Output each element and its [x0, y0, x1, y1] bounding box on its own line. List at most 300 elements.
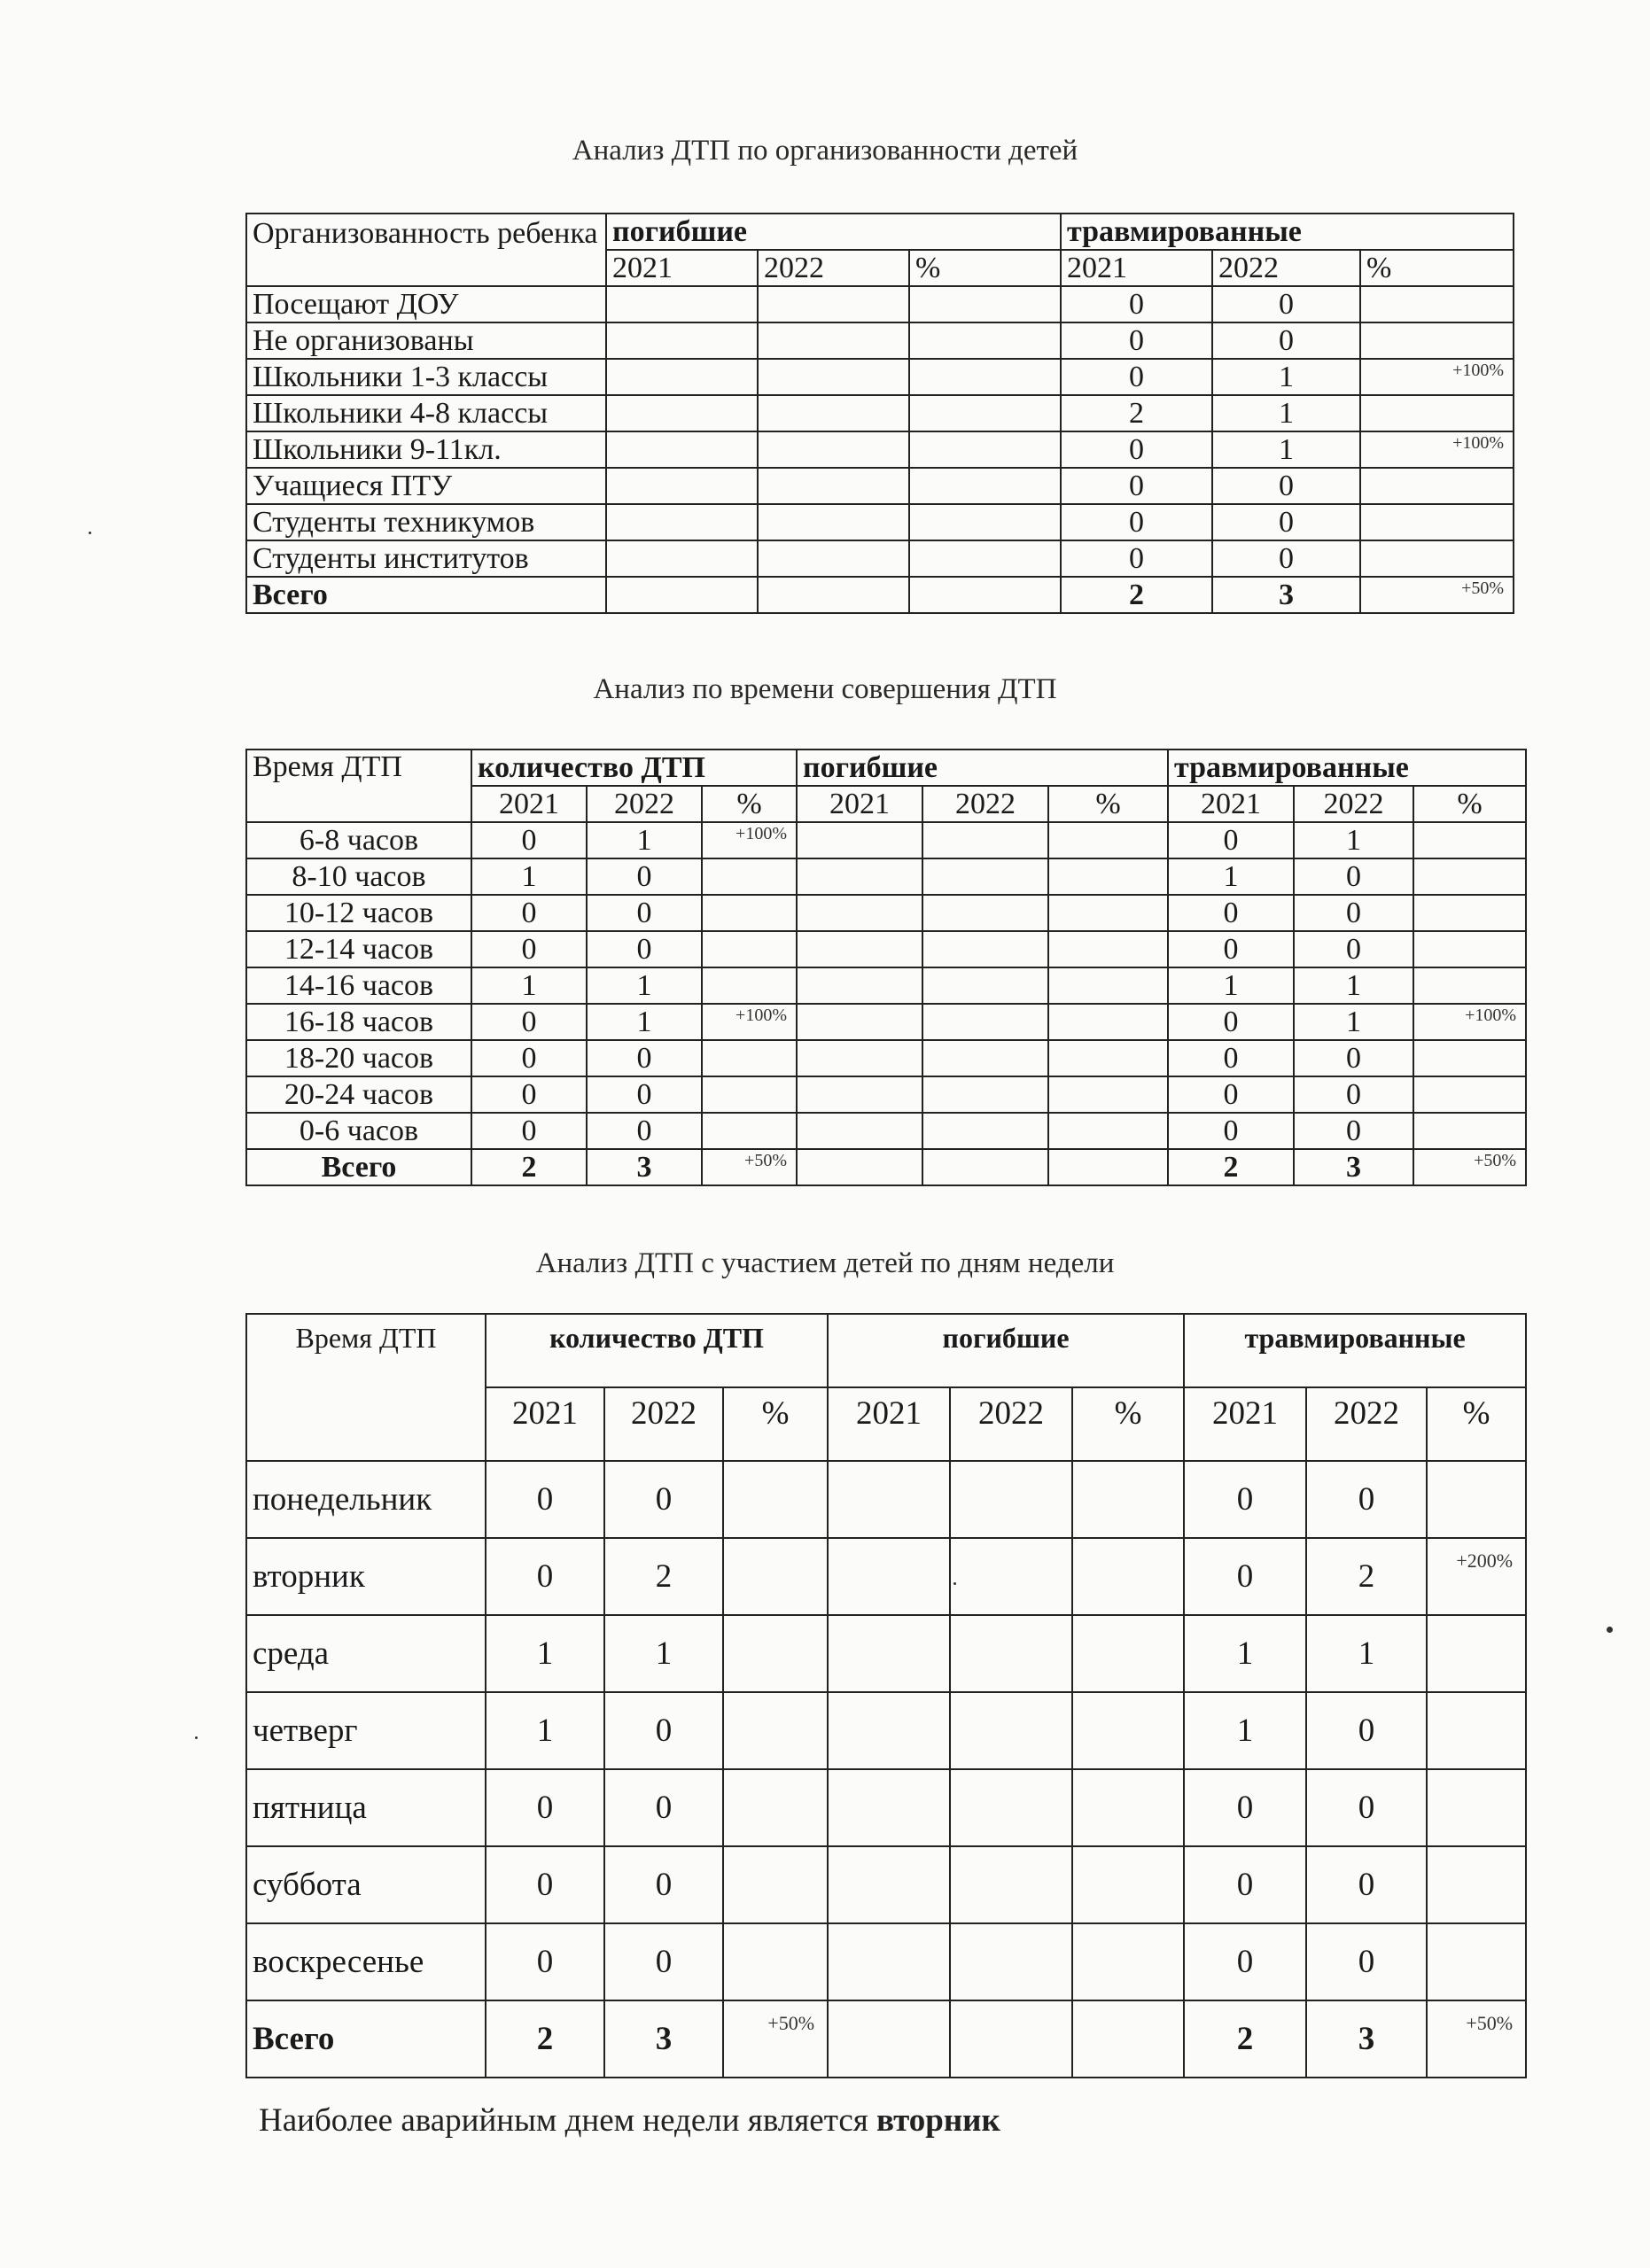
value-cell: 0: [486, 1769, 604, 1846]
percent-cell: [1427, 1538, 1526, 1615]
row-label: воскресенье: [246, 1923, 486, 2000]
table1-title: Анализ ДТП по организованности детей: [572, 135, 1078, 167]
percent-cell: [1072, 1538, 1184, 1615]
value-cell: 0: [1168, 1004, 1294, 1040]
percent-cell: [1427, 1769, 1526, 1846]
value-cell: [758, 322, 909, 359]
percent-note: +50%: [767, 2012, 815, 2034]
year-2021: 2021: [1061, 250, 1212, 286]
table2-col-label: Время ДТП: [246, 750, 471, 822]
year-2022: 2022: [1212, 250, 1360, 286]
value-cell: [797, 1040, 922, 1076]
table-row: [246, 895, 1526, 931]
scan-speck: [89, 532, 91, 534]
value-cell: [828, 1692, 950, 1769]
percent-cell: [1072, 1692, 1184, 1769]
percent-cell: [909, 504, 1061, 540]
year-2022: 2022: [587, 786, 702, 822]
value-cell: 0: [471, 895, 587, 931]
percent-cell: [1360, 504, 1514, 540]
table2-header-groups: [246, 750, 1526, 786]
value-cell: 3: [587, 1149, 702, 1185]
value-cell: 2: [1168, 1149, 1294, 1185]
value-cell: [950, 2000, 1072, 2078]
table3-header-groups: [246, 1314, 1526, 1387]
value-cell: [922, 822, 1048, 858]
percent-cell: [723, 1538, 828, 1615]
total-row: [246, 1149, 1526, 1185]
value-cell: 0: [587, 858, 702, 895]
row-label: Всего: [246, 577, 606, 613]
value-cell: 0: [1061, 286, 1212, 322]
percent-cell: [1360, 540, 1514, 577]
value-cell: [758, 286, 909, 322]
value-cell: 0: [587, 895, 702, 931]
value-cell: [950, 1538, 1072, 1615]
percent-note: +100%: [735, 1006, 787, 1025]
year-2022: 2022: [1306, 1387, 1427, 1461]
percent-cell: [1048, 895, 1168, 931]
percent-cell: [909, 286, 1061, 322]
row-label: 14-16 часов: [246, 967, 471, 1004]
row-label: суббота: [246, 1846, 486, 1923]
value-cell: 0: [471, 1076, 587, 1113]
percent-cell: [1413, 1040, 1526, 1076]
percent-header: %: [723, 1387, 828, 1461]
value-cell: [797, 1113, 922, 1149]
percent-cell: [702, 1076, 797, 1113]
value-cell: [758, 431, 909, 468]
value-cell: 0: [1212, 540, 1360, 577]
value-cell: 1: [604, 1615, 723, 1692]
percent-header: %: [1427, 1387, 1526, 1461]
value-cell: 0: [1061, 468, 1212, 504]
percent-cell: [1360, 395, 1514, 431]
row-label: Студенты институтов: [246, 540, 606, 577]
percent-cell: [723, 1769, 828, 1846]
year-2021: 2021: [1184, 1387, 1306, 1461]
percent-note: +100%: [1465, 1006, 1517, 1025]
row-label: 6-8 часов: [246, 822, 471, 858]
value-cell: [606, 540, 758, 577]
scan-speck: [195, 1736, 198, 1739]
value-cell: 0: [1184, 1846, 1306, 1923]
value-cell: 0: [1294, 858, 1413, 895]
value-cell: [828, 1615, 950, 1692]
value-cell: [606, 322, 758, 359]
table-row: [246, 1076, 1526, 1113]
value-cell: 0: [1294, 1040, 1413, 1076]
percent-cell: [1048, 858, 1168, 895]
percent-cell: [1360, 468, 1514, 504]
row-label: Не организованы: [246, 322, 606, 359]
row-label: четверг: [246, 1692, 486, 1769]
row-label: Школьники 4-8 классы: [246, 395, 606, 431]
percent-note: +50%: [1474, 1151, 1517, 1170]
value-cell: 0: [587, 1076, 702, 1113]
table1-body: [246, 286, 1514, 577]
value-cell: 1: [486, 1615, 604, 1692]
table2-group-injured: травмированные: [1168, 750, 1526, 786]
percent-cell: [1413, 1076, 1526, 1113]
percent-cell: [1360, 431, 1514, 468]
table-row: [246, 431, 1514, 468]
year-2021: 2021: [486, 1387, 604, 1461]
value-cell: [797, 1149, 922, 1185]
percent-cell: [909, 468, 1061, 504]
value-cell: [922, 1149, 1048, 1185]
value-cell: 0: [1306, 1846, 1427, 1923]
value-cell: 2: [486, 2000, 604, 2078]
percent-cell: [1048, 1076, 1168, 1113]
value-cell: [922, 858, 1048, 895]
value-cell: 0: [1061, 540, 1212, 577]
table-row: [246, 468, 1514, 504]
value-cell: [797, 1004, 922, 1040]
percent-cell: [1072, 1461, 1184, 1538]
table1-group-injured: травмированные: [1061, 214, 1514, 250]
percent-cell: [1360, 322, 1514, 359]
value-cell: 0: [604, 1923, 723, 2000]
value-cell: 0: [1294, 1113, 1413, 1149]
table3-group-deaths: погибшие: [828, 1314, 1184, 1387]
value-cell: [828, 2000, 950, 2078]
value-cell: 0: [1168, 1040, 1294, 1076]
row-label: вторник: [246, 1538, 486, 1615]
year-2021: 2021: [797, 786, 922, 822]
value-cell: 0: [1061, 431, 1212, 468]
percent-cell: [1048, 1004, 1168, 1040]
row-label: среда: [246, 1615, 486, 1692]
table-row: [246, 322, 1514, 359]
value-cell: 0: [1168, 1113, 1294, 1149]
value-cell: 0: [604, 1769, 723, 1846]
value-cell: 1: [1306, 1615, 1427, 1692]
value-cell: 1: [1294, 822, 1413, 858]
percent-cell: [1072, 1923, 1184, 2000]
value-cell: 1: [1212, 359, 1360, 395]
table-row: [246, 1923, 1526, 2000]
value-cell: [950, 1846, 1072, 1923]
row-label: 12-14 часов: [246, 931, 471, 967]
row-label: Студенты техникумов: [246, 504, 606, 540]
row-label: Учащиеся ПТУ: [246, 468, 606, 504]
table2-group-count: количество ДТП: [471, 750, 797, 786]
value-cell: [606, 395, 758, 431]
table-row: [246, 504, 1514, 540]
row-label: Посещают ДОУ: [246, 286, 606, 322]
value-cell: 0: [471, 1004, 587, 1040]
value-cell: 0: [604, 1461, 723, 1538]
percent-cell: [1427, 1923, 1526, 2000]
scan-speck: [953, 1582, 956, 1585]
percent-header: %: [702, 786, 797, 822]
percent-cell: [1413, 858, 1526, 895]
value-cell: 2: [1061, 395, 1212, 431]
percent-cell: [909, 359, 1061, 395]
percent-cell: [1427, 2000, 1526, 2078]
value-cell: 1: [1294, 967, 1413, 1004]
table-row: [246, 395, 1514, 431]
row-label: пятница: [246, 1769, 486, 1846]
year-2021: 2021: [828, 1387, 950, 1461]
year-2022: 2022: [950, 1387, 1072, 1461]
value-cell: 2: [1061, 577, 1212, 613]
table-row: [246, 1769, 1526, 1846]
year-2022: 2022: [604, 1387, 723, 1461]
year-2021: 2021: [471, 786, 587, 822]
percent-note: +100%: [735, 824, 787, 843]
value-cell: [950, 1615, 1072, 1692]
value-cell: 3: [1212, 577, 1360, 613]
value-cell: 0: [486, 1461, 604, 1538]
value-cell: 1: [1168, 858, 1294, 895]
total-row: [246, 2000, 1526, 2078]
table-row: [246, 1040, 1526, 1076]
value-cell: 0: [1061, 322, 1212, 359]
percent-header: %: [1072, 1387, 1184, 1461]
value-cell: 0: [471, 1040, 587, 1076]
row-label: Всего: [246, 2000, 486, 2078]
table-row: [246, 967, 1526, 1004]
row-label: 0-6 часов: [246, 1113, 471, 1149]
value-cell: [950, 1923, 1072, 2000]
percent-cell: [723, 1461, 828, 1538]
percent-cell: [1072, 1615, 1184, 1692]
year-2021: 2021: [606, 250, 758, 286]
table3-col-label: Время ДТП: [246, 1314, 486, 1461]
value-cell: [758, 540, 909, 577]
value-cell: [758, 359, 909, 395]
value-cell: [606, 286, 758, 322]
value-cell: 0: [1184, 1461, 1306, 1538]
percent-cell: [702, 822, 797, 858]
value-cell: 0: [1212, 468, 1360, 504]
row-label: Школьники 1-3 классы: [246, 359, 606, 395]
value-cell: [922, 1113, 1048, 1149]
value-cell: 3: [604, 2000, 723, 2078]
table-row: [246, 359, 1514, 395]
row-label: 16-18 часов: [246, 1004, 471, 1040]
value-cell: [797, 967, 922, 1004]
percent-cell: [723, 1692, 828, 1769]
percent-header: %: [1360, 250, 1514, 286]
value-cell: [797, 858, 922, 895]
table1-header-groups: [246, 214, 1514, 250]
percent-cell: [723, 1615, 828, 1692]
percent-cell: [1048, 1149, 1168, 1185]
percent-cell: [1048, 822, 1168, 858]
value-cell: 0: [1212, 286, 1360, 322]
percent-header: %: [1413, 786, 1526, 822]
row-label: Всего: [246, 1149, 471, 1185]
value-cell: 2: [604, 1538, 723, 1615]
value-cell: 1: [1212, 431, 1360, 468]
value-cell: 0: [1168, 1076, 1294, 1113]
value-cell: [606, 431, 758, 468]
percent-cell: [1413, 931, 1526, 967]
percent-cell: [1413, 1113, 1526, 1149]
value-cell: 0: [1294, 895, 1413, 931]
value-cell: 0: [1306, 1923, 1427, 2000]
table-row: [246, 1461, 1526, 1538]
value-cell: [797, 1076, 922, 1113]
value-cell: [758, 504, 909, 540]
percent-cell: [1427, 1615, 1526, 1692]
value-cell: [922, 895, 1048, 931]
value-cell: 1: [1184, 1615, 1306, 1692]
year-2022: 2022: [758, 250, 909, 286]
value-cell: 0: [1294, 1076, 1413, 1113]
table2-group-deaths: погибшие: [797, 750, 1168, 786]
percent-cell: [723, 1923, 828, 2000]
value-cell: [922, 1076, 1048, 1113]
row-label: Школьники 9-11кл.: [246, 431, 606, 468]
table-row: [246, 1692, 1526, 1769]
percent-cell: [909, 322, 1061, 359]
table-row: [246, 286, 1514, 322]
percent-note: +100%: [1452, 361, 1505, 380]
percent-cell: [909, 540, 1061, 577]
value-cell: 0: [587, 1040, 702, 1076]
scan-speck: [1607, 1627, 1613, 1633]
value-cell: 0: [587, 931, 702, 967]
percent-cell: [702, 1004, 797, 1040]
value-cell: 0: [1306, 1461, 1427, 1538]
percent-cell: [702, 1113, 797, 1149]
table-row: [246, 540, 1514, 577]
value-cell: 1: [1212, 395, 1360, 431]
percent-cell: [1427, 1461, 1526, 1538]
value-cell: 2: [1306, 1538, 1427, 1615]
value-cell: 0: [486, 1923, 604, 2000]
table3-body: [246, 1461, 1526, 2000]
percent-cell: [702, 1149, 797, 1185]
weekday-table: [245, 1313, 1527, 2078]
value-cell: 3: [1294, 1149, 1413, 1185]
percent-cell: [909, 431, 1061, 468]
value-cell: [606, 468, 758, 504]
value-cell: [606, 577, 758, 613]
table-row: [246, 858, 1526, 895]
value-cell: 0: [486, 1846, 604, 1923]
value-cell: 2: [1184, 2000, 1306, 2078]
percent-cell: [702, 895, 797, 931]
percent-cell: [909, 395, 1061, 431]
conclusion-emphasis: вторник: [876, 2102, 1000, 2139]
value-cell: 1: [486, 1692, 604, 1769]
value-cell: 0: [1061, 359, 1212, 395]
value-cell: [828, 1923, 950, 2000]
percent-cell: [1413, 967, 1526, 1004]
table-row: [246, 1615, 1526, 1692]
percent-cell: [1072, 1846, 1184, 1923]
year-2022: 2022: [922, 786, 1048, 822]
percent-cell: [1427, 1846, 1526, 1923]
table-row: [246, 822, 1526, 858]
value-cell: 0: [471, 931, 587, 967]
value-cell: 0: [471, 1113, 587, 1149]
table2-body: [246, 822, 1526, 1149]
table3-group-injured: травмированные: [1184, 1314, 1526, 1387]
value-cell: 1: [587, 822, 702, 858]
value-cell: 2: [471, 1149, 587, 1185]
percent-header: %: [1048, 786, 1168, 822]
value-cell: 0: [1212, 322, 1360, 359]
value-cell: [797, 931, 922, 967]
percent-cell: [1413, 895, 1526, 931]
conclusion: [259, 2101, 1000, 2140]
value-cell: [828, 1769, 950, 1846]
table3-title: Анализ ДТП с участием детей по дням недели: [535, 1247, 1115, 1279]
value-cell: [828, 1846, 950, 1923]
value-cell: 1: [587, 967, 702, 1004]
value-cell: [797, 895, 922, 931]
value-cell: [797, 822, 922, 858]
value-cell: 0: [1212, 504, 1360, 540]
row-label: 10-12 часов: [246, 895, 471, 931]
percent-cell: [702, 967, 797, 1004]
percent-cell: [1427, 1692, 1526, 1769]
percent-cell: [1413, 822, 1526, 858]
table1-col-label: Организованность ребенка: [246, 214, 606, 286]
value-cell: 0: [604, 1692, 723, 1769]
value-cell: [828, 1538, 950, 1615]
table2-total: [246, 1149, 1526, 1185]
value-cell: [828, 1461, 950, 1538]
table2-title: Анализ по времени совершения ДТП: [593, 673, 1057, 705]
value-cell: 0: [1168, 931, 1294, 967]
percent-cell: [723, 1846, 828, 1923]
percent-cell: [1048, 1040, 1168, 1076]
value-cell: 1: [1294, 1004, 1413, 1040]
table-row: [246, 1538, 1526, 1615]
percent-cell: [1048, 967, 1168, 1004]
year-2022: 2022: [1294, 786, 1413, 822]
value-cell: 1: [471, 967, 587, 1004]
percent-cell: [702, 931, 797, 967]
value-cell: 0: [1184, 1769, 1306, 1846]
percent-note: +50%: [744, 1151, 787, 1170]
value-cell: 0: [1168, 822, 1294, 858]
row-label: понедельник: [246, 1461, 486, 1538]
table-row: [246, 931, 1526, 967]
percent-header: %: [909, 250, 1061, 286]
value-cell: 1: [1168, 967, 1294, 1004]
percent-cell: [909, 577, 1061, 613]
table-row: [246, 1113, 1526, 1149]
conclusion-text: Наиболее аварийным днем недели является: [259, 2102, 877, 2139]
value-cell: 1: [1184, 1692, 1306, 1769]
percent-note: +50%: [1466, 2012, 1514, 2034]
percent-cell: [1413, 1004, 1526, 1040]
row-label: 8-10 часов: [246, 858, 471, 895]
table3-total: [246, 2000, 1526, 2078]
value-cell: 0: [587, 1113, 702, 1149]
percent-cell: [1360, 286, 1514, 322]
organization-table: [245, 213, 1514, 614]
value-cell: 0: [1184, 1538, 1306, 1615]
value-cell: 0: [1306, 1769, 1427, 1846]
percent-note: +50%: [1461, 579, 1505, 598]
value-cell: [950, 1769, 1072, 1846]
value-cell: 0: [1061, 504, 1212, 540]
percent-cell: [1360, 359, 1514, 395]
table1-total: [246, 577, 1514, 613]
percent-cell: [1360, 577, 1514, 613]
value-cell: 0: [471, 822, 587, 858]
time-table: [245, 749, 1527, 1186]
